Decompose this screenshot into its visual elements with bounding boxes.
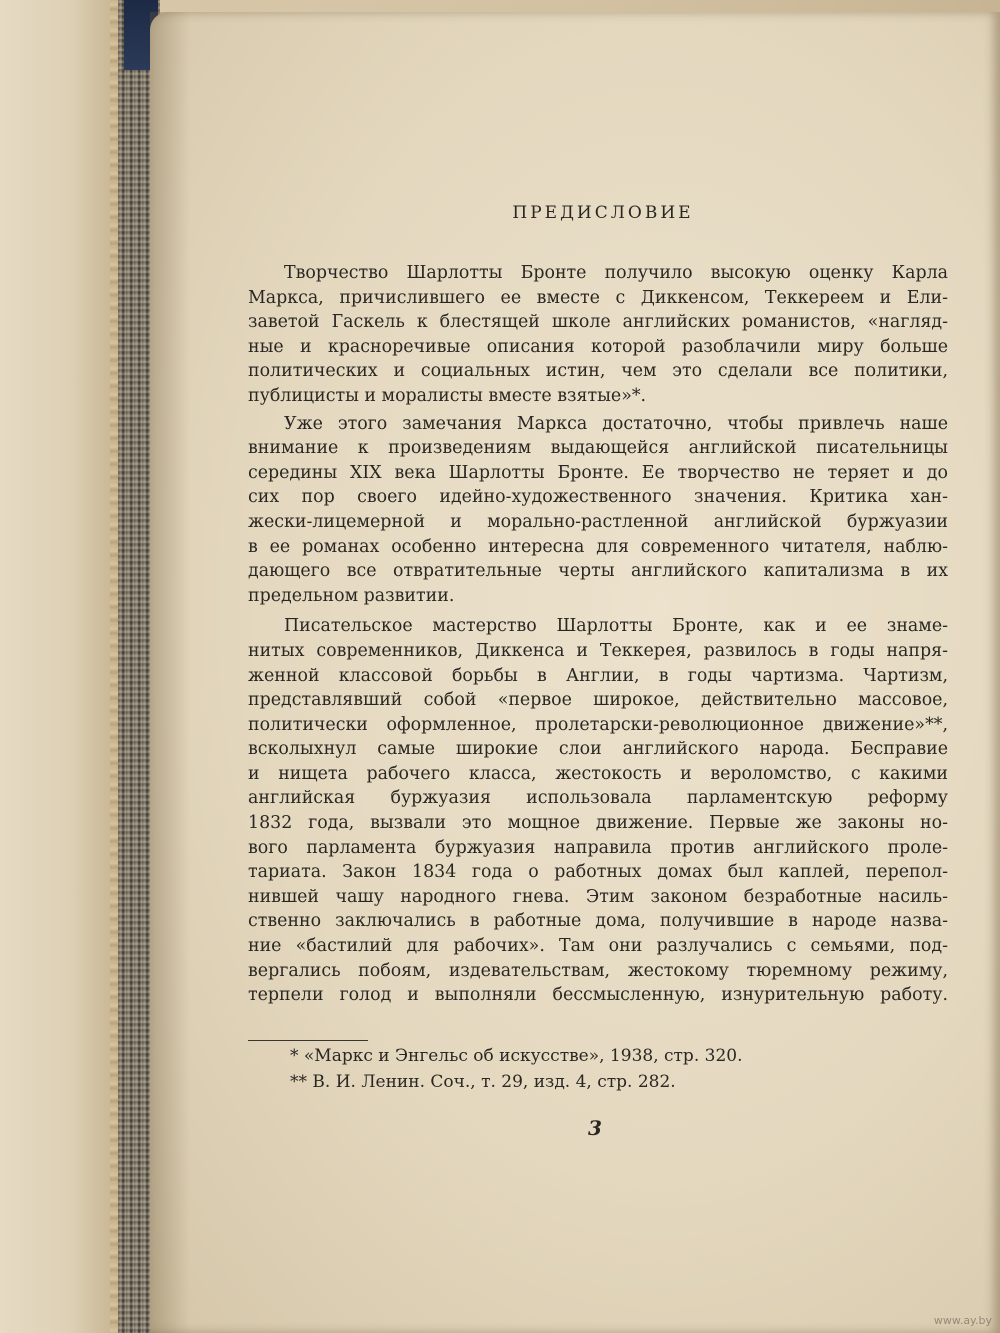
paragraph-1 [248,261,948,409]
paragraph-2 [248,412,948,609]
text-line: публицисты и моралисты вместе взятые»*. [248,385,647,406]
text-line: середины XIX века Шарлотты Бронте. Ее творчество не теряет и до [248,462,948,483]
text-line: ние «бастилий для рабочих». Там они разлучались с семьями, под- [248,936,948,957]
text-line: и нищета рабочего класса, жестокость и вероломство, с какими [248,763,948,784]
text-line: всколыхнул самые широкие слои английского народа. Бесправие [248,739,948,760]
watermark: www.ay.by [933,1314,992,1327]
text-line: тариата. Закон 1834 года о работных домах был каплей, перепол- [248,862,948,883]
text-line: политических и социальных истин, чем это сделали все политики, [248,361,948,382]
text-line: жески-лицемерной и морально-растленной английской буржуазии [248,511,948,532]
text-line: Творчество Шарлотты Бронте получило высокую оценку Карла [284,263,948,283]
text-line: предельном развитии. [248,585,455,606]
footnote-rule [248,1040,368,1041]
text-line: в ее романах особенно интересна для современного читателя, наблю- [248,536,948,557]
gutter-shadow [150,12,190,1333]
text-line: английская буржуазия использовала парламентскую реформу [248,788,948,809]
text-line: сих пор своего идейно-художественного значения. Критика хан- [248,487,948,508]
text-line: терпели голод и выполняли бессмысленную, изнурительную работу. [248,985,948,1006]
text-line: женной классовой борьбы в Англии, в годы чартизма. Чартизм, [248,665,948,686]
text-line: 1832 года, вызвали это мощное движение. Первые же законы но- [248,813,948,834]
text-line: нившей чашу народного гнева. Этим законом безработные насиль- [248,886,948,907]
text-line: вого парламента буржуазия направила против английского проле- [248,837,948,858]
text-line: Маркса, причислившего ее вместе с Диккенсом, Теккереем и Ели- [248,287,948,308]
text-line: дающего все отвратительные черты английского капитализма в их [248,561,948,582]
text-line: политически оформленное, пролетарски-революционное движение»**, [248,714,948,735]
text-line: вергались побоям, издевательствам, жестокому тюремному режиму, [248,960,948,981]
text-line: представлявший собой «первое широкое, действительно массовое, [248,690,948,711]
text-line: нитых современников, Диккенса и Теккерея, развилось в годы напря- [248,640,948,661]
page-content [248,195,948,1008]
text-line: ственно заключались в работные дома, получившие в народе назва- [248,911,948,932]
page-number: 3 [588,1116,602,1140]
text-line: ные и красноречивые описания которой разоблачили миру больше [248,336,948,357]
paragraph-3 [248,614,948,1008]
text-line: Уже этого замечания Маркса достаточно, чтобы привлечь наше [284,413,948,434]
text-line: Писательское мастерство Шарлотты Бронте, как и ее знаме- [284,616,948,637]
footnote-2: ** В. И. Ленин. Соч., т. 29, изд. 4, стр. 282. [290,1072,676,1092]
footnotes [290,1043,742,1095]
text-line: внимание к произведениям выдающейся английской писательницы [248,438,948,459]
left-page [0,0,128,1333]
text-line: заветой Гаскель к блестящей школе английских романистов, «нагляд- [248,312,948,333]
chapter-title: ПРЕДИСЛОВИЕ [512,203,694,223]
footnote-1: * «Маркс и Энгельс об искусстве», 1938, стр. 320. [290,1046,743,1066]
